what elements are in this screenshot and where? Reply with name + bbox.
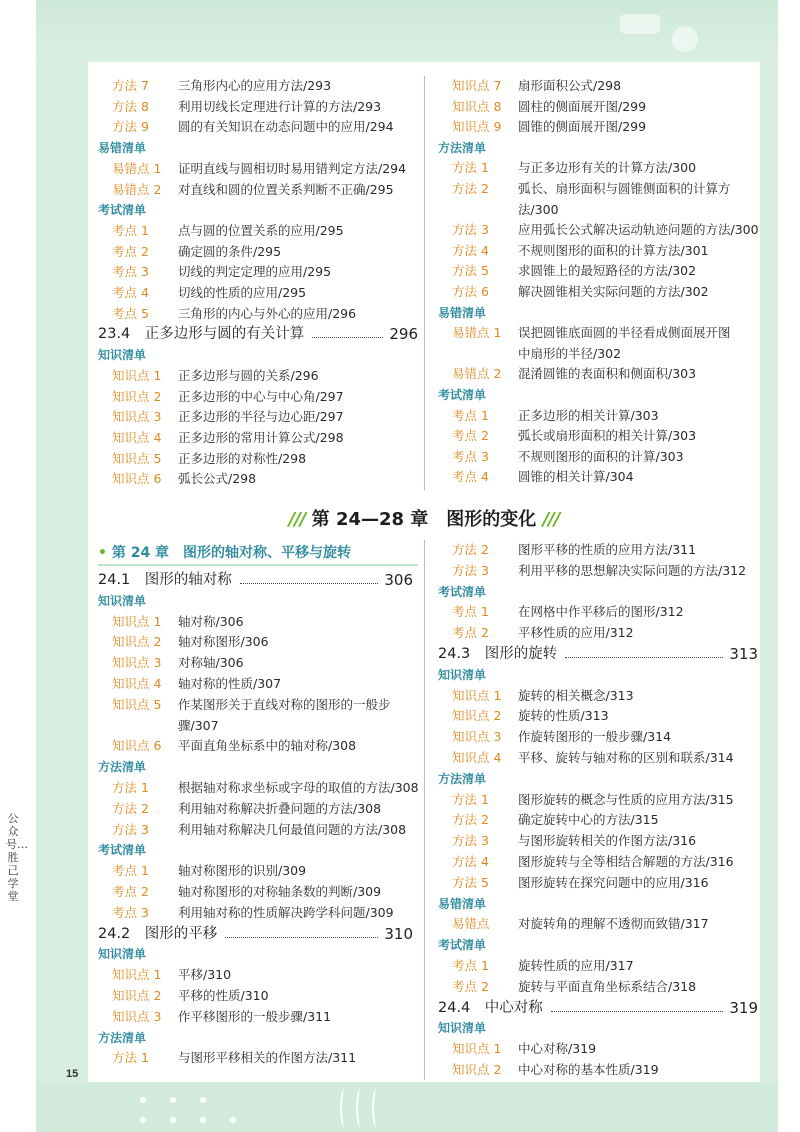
toc-item[interactable] — [112, 76, 432, 96]
toc-item-text: 确定旋转中心的方法/315 — [518, 812, 659, 828]
section-page-number: 296 — [389, 325, 418, 344]
sub-chapter-underline — [98, 564, 418, 566]
side-watermark-text: 公众号…胜己学堂 — [6, 812, 28, 903]
toc-item[interactable] — [452, 602, 772, 622]
toc-item-text: 与图形平移相关的作图方法/311 — [178, 1050, 357, 1066]
page-bottom-band — [36, 1082, 778, 1132]
toc-item[interactable] — [452, 220, 772, 240]
toc-item-label: 方法 6 — [452, 284, 489, 299]
section-entry[interactable] — [98, 924, 413, 944]
toc-item-label: 知识点 5 — [112, 450, 162, 466]
toc-item-label: 方法 4 — [452, 854, 489, 869]
toc-item[interactable] — [112, 449, 432, 469]
toc-item[interactable] — [112, 695, 427, 715]
banner-slashes-right: /// — [542, 509, 560, 530]
toc-item-label: 考点 2 — [112, 884, 149, 899]
toc-item-text: 利用轴对称解决折叠问题的方法/308 — [178, 800, 382, 816]
toc-item-text: 作某图形关于直线对称的图形的一般步 — [178, 696, 391, 712]
toc-item-continuation — [518, 344, 800, 364]
toc-item[interactable] — [112, 304, 432, 324]
chapter-title: 第 24—28 章 图形的变化 — [311, 509, 537, 530]
section-entry[interactable] — [98, 570, 413, 590]
toc-item-text: 点与圆的位置关系的应用/295 — [178, 222, 344, 238]
toc-item[interactable] — [112, 653, 427, 673]
list-heading — [98, 840, 413, 860]
banner-slashes-left: /// — [288, 509, 306, 530]
section-title: 24.1 图形的轴对称 — [98, 572, 232, 588]
toc-item[interactable] — [112, 242, 432, 262]
page-left-band — [36, 62, 88, 1082]
toc-item-label: 知识点 4 — [112, 676, 162, 691]
toc-item-text: 对称轴/306 — [178, 655, 244, 671]
toc-item-text: 利用切线长定理进行计算的方法/293 — [178, 98, 382, 114]
decoration-wave — [340, 1088, 350, 1128]
toc-item-text: 图形平移的性质的应用方法/311 — [518, 542, 697, 557]
toc-item[interactable] — [112, 820, 427, 840]
toc-item[interactable] — [112, 366, 432, 386]
toc-item-label: 知识点 6 — [112, 738, 162, 754]
toc-item[interactable] — [452, 790, 772, 810]
toc-item-label: 考点 1 — [452, 958, 489, 973]
toc-item[interactable] — [452, 748, 772, 768]
toc-item-text: 利用轴对称解决几何最值问题的方法/308 — [178, 821, 407, 837]
toc-item[interactable] — [452, 831, 772, 851]
toc-item-text: 三角形内心的应用方法/293 — [178, 78, 332, 93]
toc-item[interactable] — [452, 977, 772, 997]
toc-item[interactable] — [112, 159, 432, 179]
list-heading — [98, 138, 418, 158]
toc-item-text: 中心对称的基本性质/319 — [518, 1062, 659, 1077]
toc-item-label: 考点 3 — [112, 904, 149, 920]
list-heading-text: 知识清单 — [98, 947, 147, 962]
toc-item-text: 图形旋转与全等相结合解题的方法/316 — [518, 854, 734, 869]
toc-item-text: 证明直线与圆相切时易用错判定方法/294 — [178, 160, 407, 176]
section-page-number: 310 — [384, 924, 413, 943]
page-number: 15 — [66, 1068, 79, 1080]
toc-item[interactable] — [452, 810, 772, 830]
toc-item-label: 知识点 1 — [112, 367, 162, 383]
leader-dots — [225, 924, 378, 938]
toc-item-label: 方法 8 — [112, 98, 149, 114]
toc-item[interactable] — [112, 221, 432, 241]
list-heading-text: 考试清单 — [98, 843, 147, 858]
toc-item[interactable] — [452, 241, 772, 261]
list-heading — [98, 1028, 413, 1048]
decoration-dot — [140, 1097, 146, 1103]
toc-item-text: 旋转与平面直角坐标系结合/318 — [518, 978, 697, 994]
toc-item-label: 考点 1 — [112, 863, 149, 879]
toc-item-label: 知识点 2 — [452, 1062, 502, 1077]
toc-item-text: 旋转性质的应用/317 — [518, 958, 634, 973]
list-heading — [438, 935, 758, 955]
decoration-wave — [372, 1088, 382, 1128]
section-title: 23.4 正多边形与圆的有关计算 — [98, 326, 305, 343]
list-heading-text: 知识清单 — [438, 1021, 487, 1036]
toc-item[interactable] — [112, 117, 432, 137]
list-heading-text: 易错清单 — [438, 305, 487, 320]
toc-item-text: 利用轴对称的性质解决跨学科问题/309 — [178, 904, 394, 920]
toc-item-text: 弧长公式/298 — [178, 471, 257, 487]
toc-item[interactable] — [112, 986, 427, 1006]
toc-item-label: 知识点 2 — [112, 988, 162, 1003]
list-heading — [438, 1018, 758, 1038]
sub-chapter-title: 第 24 章 图形的轴对称、平移与旋转 — [111, 545, 352, 561]
list-heading-text: 易错清单 — [98, 141, 147, 156]
list-heading-text: 方法清单 — [98, 1030, 147, 1045]
decoration-wave — [356, 1088, 366, 1128]
toc-item[interactable] — [452, 467, 772, 487]
toc-item-text: 对直线和圆的位置关系判断不正确/295 — [178, 181, 394, 197]
decoration-dot — [140, 1117, 146, 1123]
leader-dots — [240, 570, 379, 584]
list-heading-text: 方法清单 — [438, 140, 487, 155]
toc-item-label: 易错点 1 — [452, 325, 502, 341]
toc-item-label: 知识点 2 — [452, 708, 502, 724]
toc-item[interactable] — [452, 117, 772, 137]
toc-item[interactable] — [452, 97, 772, 117]
toc-item[interactable] — [112, 428, 432, 448]
toc-item[interactable] — [112, 387, 432, 407]
section-entry[interactable] — [438, 998, 758, 1018]
toc-item[interactable] — [112, 180, 432, 200]
toc-item-text: 旋转的相关概念/313 — [518, 687, 634, 703]
toc-item[interactable] — [112, 903, 427, 923]
list-heading — [438, 303, 758, 323]
toc-item-text: 应用弧长公式解决运动轨迹问题的方法/300 — [518, 222, 759, 238]
list-heading — [438, 385, 758, 405]
list-heading — [98, 757, 413, 777]
toc-item-text: 轴对称图形的识别/309 — [178, 863, 307, 879]
decoration-circle — [672, 26, 698, 52]
toc-item[interactable] — [452, 540, 772, 560]
toc-item-text: 圆的有关知识在动态问题中的应用/294 — [178, 119, 394, 135]
toc-item-text: 弧长或扇形面积的相关计算/303 — [518, 428, 697, 444]
toc-item-text: 正多边形的半径与边心距/297 — [178, 409, 344, 425]
toc-item-text: 平移、旋转与轴对称的区别和联系/314 — [518, 750, 734, 765]
page-top-band — [36, 0, 778, 62]
section-title: 24.4 中心对称 — [438, 999, 543, 1016]
toc-item-text: 中心对称/319 — [518, 1041, 597, 1057]
toc-item-label: 方法 2 — [452, 812, 489, 828]
toc-item[interactable] — [112, 674, 427, 694]
list-heading-text: 知识清单 — [438, 667, 487, 682]
toc-item[interactable] — [452, 323, 772, 343]
toc-item-label: 考点 5 — [112, 305, 149, 321]
toc-item[interactable] — [452, 852, 772, 872]
toc-item-text: 平移的性质/310 — [178, 988, 269, 1003]
toc-item-label: 考点 1 — [452, 407, 489, 423]
leader-dots — [565, 644, 723, 658]
toc-item-label: 知识点 4 — [112, 429, 162, 445]
toc-item-label: 方法 2 — [112, 800, 149, 816]
toc-item-label: 知识点 1 — [452, 687, 502, 703]
list-heading — [98, 944, 413, 964]
list-heading — [98, 591, 413, 611]
toc-item-text: 确定圆的条件/295 — [178, 243, 282, 259]
toc-item[interactable] — [452, 158, 772, 178]
toc-item-label: 方法 2 — [452, 542, 489, 557]
toc-item-label: 易错点 2 — [452, 366, 502, 382]
toc-item[interactable] — [112, 97, 432, 117]
list-heading-text: 方法清单 — [98, 760, 147, 775]
toc-item-label: 知识点 1 — [112, 613, 162, 629]
toc-item-text: 图形旋转在探究问题中的应用/316 — [518, 874, 709, 890]
toc-item[interactable] — [452, 727, 772, 747]
toc-item[interactable] — [112, 861, 427, 881]
toc-item-text: 不规则图形的面积的计算/303 — [518, 448, 684, 464]
section-page-number: 306 — [384, 571, 413, 589]
toc-item-label: 方法 7 — [112, 78, 149, 93]
toc-item-text: 误把圆锥底面圆的半径看成侧面展开图 — [518, 325, 731, 341]
toc-item-text: 平移性质的应用/312 — [518, 625, 634, 641]
toc-item-text: 轴对称图形的对称轴条数的判断/309 — [178, 884, 382, 899]
toc-item-text: 平移/310 — [178, 967, 232, 983]
toc-item-label: 考点 4 — [112, 285, 149, 300]
list-heading-text: 知识清单 — [98, 593, 147, 608]
decoration-dot — [170, 1097, 176, 1103]
toc-item[interactable] — [112, 965, 427, 985]
list-heading — [98, 345, 418, 365]
toc-item[interactable] — [452, 914, 772, 934]
toc-item[interactable] — [112, 262, 432, 282]
toc-item[interactable] — [452, 76, 772, 96]
toc-item-label: 知识点 3 — [452, 729, 502, 745]
toc-item-label: 考点 2 — [452, 978, 489, 994]
toc-item-text: 旋转的性质/313 — [518, 708, 609, 724]
toc-item-label: 考点 4 — [452, 469, 489, 485]
toc-item-text: 解决圆锥相关实际问题的方法/302 — [518, 284, 709, 299]
toc-item-text: 与图形旋转相关的作图方法/316 — [518, 833, 697, 849]
toc-item[interactable] — [452, 447, 772, 467]
toc-item-text: 在网格中作平移后的图形/312 — [518, 604, 684, 620]
bullet-icon: • — [98, 545, 107, 561]
toc-item-label: 知识点 8 — [452, 98, 502, 114]
toc-item[interactable] — [112, 799, 427, 819]
toc-item-text: 法/300 — [518, 201, 559, 217]
leader-dots — [312, 324, 383, 338]
list-heading — [438, 769, 758, 789]
toc-item-text: 轴对称图形/306 — [178, 634, 269, 650]
list-heading — [438, 665, 758, 685]
toc-item-label: 知识点 4 — [452, 750, 502, 765]
toc-item-label: 考点 3 — [452, 448, 489, 464]
toc-item-text: 根据轴对称求坐标或字母的取值的方法/308 — [178, 780, 419, 795]
toc-item[interactable] — [452, 364, 772, 384]
decoration-pill — [620, 14, 660, 34]
toc-item-text: 正多边形的相关计算/303 — [518, 407, 659, 423]
toc-item-text: 轴对称的性质/307 — [178, 676, 282, 691]
section-entry[interactable] — [438, 644, 758, 664]
toc-item-text: 与正多边形有关的计算方法/300 — [518, 160, 697, 176]
decoration-dot — [230, 1117, 236, 1123]
toc-item-continuation — [178, 716, 493, 736]
toc-item-label: 方法 5 — [452, 874, 489, 890]
toc-item-text: 切线的判定定理的应用/295 — [178, 264, 332, 280]
toc-item-text: 正多边形的对称性/298 — [178, 450, 307, 466]
toc-item-label: 考点 1 — [112, 222, 149, 238]
toc-item-label: 考点 2 — [112, 243, 149, 259]
toc-item[interactable] — [452, 1060, 772, 1080]
toc-item-label: 易错点 — [452, 916, 490, 932]
toc-item[interactable] — [452, 426, 772, 446]
toc-item-label: 知识点 2 — [112, 634, 162, 650]
toc-item[interactable] — [452, 261, 772, 281]
toc-item-text: 弧长、扇形面积与圆锥侧面积的计算方 — [518, 181, 731, 196]
toc-item-label: 知识点 5 — [112, 696, 162, 712]
toc-item-label: 方法 3 — [112, 821, 149, 837]
list-heading — [438, 894, 758, 914]
toc-item-label: 考点 2 — [452, 428, 489, 444]
toc-item-text: 切线的性质的应用/295 — [178, 285, 307, 300]
toc-item[interactable] — [112, 407, 432, 427]
toc-item-label: 方法 3 — [452, 562, 489, 578]
section-entry[interactable] — [98, 324, 418, 344]
toc-item-text: 轴对称/306 — [178, 613, 244, 629]
toc-item-label: 方法 1 — [452, 791, 489, 807]
toc-item-text: 圆锥的侧面展开图/299 — [518, 119, 647, 135]
list-heading-text: 易错清单 — [438, 896, 487, 911]
toc-item-label: 知识点 1 — [112, 967, 162, 983]
toc-item[interactable] — [452, 686, 772, 706]
toc-item[interactable] — [112, 1048, 427, 1068]
toc-item[interactable] — [452, 282, 772, 302]
toc-item-label: 知识点 6 — [112, 471, 162, 487]
toc-item-text: 图形旋转的概念与性质的应用方法/315 — [518, 791, 734, 807]
toc-item-label: 易错点 2 — [112, 181, 162, 197]
toc-item-label: 方法 9 — [112, 119, 149, 135]
section-page-number: 313 — [729, 645, 758, 663]
section-title: 24.3 图形的旋转 — [438, 646, 558, 662]
toc-item-label: 方法 4 — [452, 242, 489, 258]
toc-item[interactable] — [452, 623, 772, 643]
toc-item-text: 对旋转角的理解不透彻而致错/317 — [518, 916, 709, 932]
toc-item[interactable] — [112, 778, 427, 798]
toc-item[interactable] — [452, 873, 772, 893]
toc-item-label: 考点 2 — [452, 625, 489, 641]
toc-item-label: 方法 3 — [452, 833, 489, 849]
list-heading-text: 考试清单 — [438, 938, 487, 953]
toc-item-label: 知识点 3 — [112, 1008, 162, 1024]
list-heading — [438, 138, 758, 158]
toc-item-label: 考点 3 — [112, 264, 149, 280]
toc-item[interactable] — [452, 179, 772, 199]
decoration-dot — [170, 1117, 176, 1123]
toc-item[interactable] — [452, 561, 772, 581]
toc-item-label: 知识点 9 — [452, 119, 502, 135]
toc-item[interactable] — [112, 632, 427, 652]
toc-item-label: 知识点 1 — [452, 1041, 502, 1057]
sub-chapter-heading — [98, 540, 418, 566]
toc-item-label: 方法 3 — [452, 222, 489, 238]
toc-item-text: 作旋转图形的一般步骤/314 — [518, 729, 672, 745]
toc-item-text: 圆锥的相关计算/304 — [518, 469, 634, 485]
toc-item-label: 易错点 1 — [112, 160, 162, 176]
toc-item-label: 知识点 7 — [452, 78, 502, 93]
toc-item-label: 知识点 2 — [112, 388, 162, 404]
toc-item-label: 方法 5 — [452, 263, 489, 279]
toc-item[interactable] — [452, 406, 772, 426]
decoration-dot — [200, 1097, 206, 1103]
toc-item[interactable] — [112, 736, 427, 756]
toc-item-text: 圆柱的侧面展开图/299 — [518, 98, 647, 114]
toc-item-text: 扇形面积公式/298 — [518, 78, 622, 93]
toc-item[interactable] — [112, 882, 427, 902]
toc-item-text: 正多边形的常用计算公式/298 — [178, 429, 344, 445]
list-heading — [438, 582, 758, 602]
toc-item-label: 考点 1 — [452, 604, 489, 620]
section-page-number: 319 — [729, 998, 758, 1017]
toc-item-text: 不规则图形的面积的计算方法/301 — [518, 242, 709, 258]
toc-item-label: 知识点 3 — [112, 409, 162, 425]
toc-item[interactable] — [112, 283, 432, 303]
toc-item[interactable] — [112, 469, 432, 489]
toc-item-text: 中扇形的半径/302 — [518, 345, 622, 361]
toc-item[interactable] — [452, 1039, 772, 1059]
toc-item-text: 求圆锥上的最短路径的方法/302 — [518, 263, 697, 279]
toc-item-label: 方法 1 — [112, 780, 149, 795]
toc-item-continuation — [518, 200, 800, 220]
toc-item-text: 正多边形与圆的关系/296 — [178, 367, 319, 383]
list-heading-text: 方法清单 — [438, 771, 487, 786]
decoration-dot — [200, 1117, 206, 1123]
toc-item-label: 知识点 3 — [112, 655, 162, 671]
toc-item[interactable] — [112, 1007, 427, 1027]
toc-item-text: 平面直角坐标系中的轴对称/308 — [178, 738, 357, 754]
toc-item-text: 骤/307 — [178, 717, 219, 733]
chapter-banner — [88, 506, 760, 534]
toc-item-text: 作平移图形的一般步骤/311 — [178, 1008, 332, 1024]
toc-item-text: 利用平移的思想解决实际问题的方法/312 — [518, 562, 747, 578]
toc-item[interactable] — [452, 706, 772, 726]
section-title: 24.2 图形的平移 — [98, 925, 218, 942]
list-heading-text: 知识清单 — [98, 348, 147, 363]
list-heading — [98, 200, 418, 220]
leader-dots — [551, 998, 724, 1012]
list-heading-text: 考试清单 — [98, 203, 147, 218]
toc-item[interactable] — [452, 956, 772, 976]
toc-item-label: 方法 1 — [452, 160, 489, 176]
toc-item-label: 方法 2 — [452, 181, 489, 196]
toc-item-text: 混淆圆锥的表面积和侧面积/303 — [518, 366, 697, 382]
list-heading-text: 考试清单 — [438, 388, 487, 402]
toc-item-label: 方法 1 — [112, 1050, 149, 1066]
toc-item[interactable] — [112, 612, 427, 632]
list-heading-text: 考试清单 — [438, 584, 487, 599]
toc-item-text: 正多边形的中心与中心角/297 — [178, 388, 344, 404]
toc-item-text: 三角形的内心与外心的应用/296 — [178, 305, 357, 321]
